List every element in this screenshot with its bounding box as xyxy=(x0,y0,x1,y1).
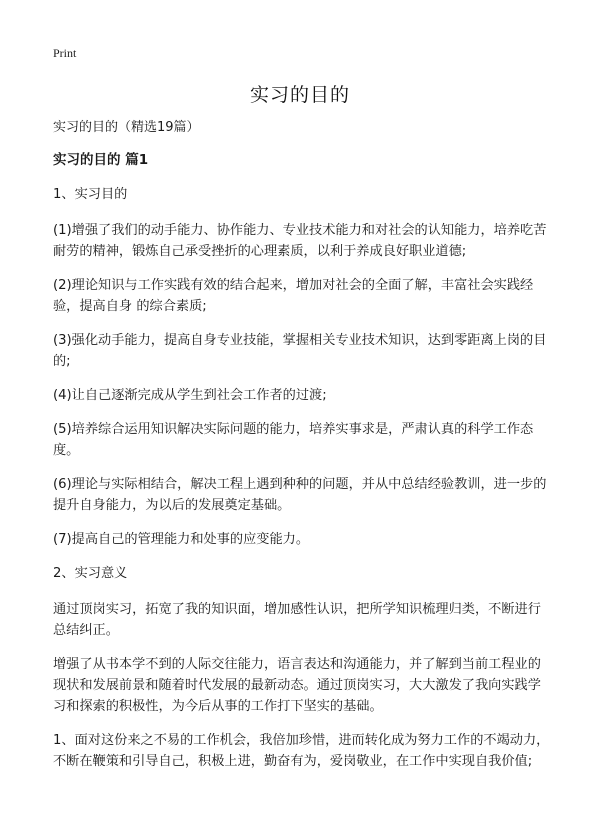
paragraph: (1)增强了我们的动手能力、协作能力、专业技术能力和对社会的认知能力，培养吃苦耐劳的精神，锻炼自己承受挫折的心理素质，以利于养成良好职业道德; xyxy=(53,223,547,259)
paragraph: (3)强化动手能力，提高自身专业技能，掌握相关专业技术知识，达到零距离上岗的目的; xyxy=(53,333,547,369)
paragraph: (6)理论与实际相结合，解决工程上遇到种种的问题，并从中总结经验教训，进一步的提升自身能力，为以后的发展奠定基础。 xyxy=(53,477,547,513)
print-link[interactable]: Print xyxy=(53,46,77,60)
paragraph: (4)让自己逐渐完成从学生到社会工作者的过渡; xyxy=(53,388,327,403)
document-subtitle: 实习的目的（精选19篇） xyxy=(53,120,200,135)
paragraph: 通过顶岗实习，拓宽了我的知识面，增加感性认识，把所学知识梳理归类，不断进行总结纠正。 xyxy=(53,602,541,638)
page-title: 实习的目的 xyxy=(249,84,350,106)
document-body xyxy=(53,119,553,785)
paragraph: (5)培养综合运用知识解决实际问题的能力，培养实事求是，严肃认真的科学工作态度。 xyxy=(53,422,534,458)
paragraph: 增强了从书本学不到的人际交往能力，语言表达和沟通能力，并了解到当前工程业的现状和发展前景和随着时代发展的最新动态。通过顶岗实习，大大激发了我向实践学习和探索的积极性，为今后从事的工作打下坚实的基础。 xyxy=(53,657,541,714)
paragraph: (7)提高自己的管理能力和处事的应变能力。 xyxy=(53,532,310,547)
paragraph: (2)理论知识与工作实践有效的结合起来，增加对社会的全面了解，丰富社会实践经验，提高自身 的综合素质; xyxy=(53,278,534,314)
paragraph-heading: 1、实习目的 xyxy=(53,187,128,202)
paragraph: 1、面对这份来之不易的工作机会，我倍加珍惜，进而转化成为努力工作的不竭动力，不断在鞭策和引导自己，积极上进，勤奋有为，爱岗敬业，在工作中实现自我价值; xyxy=(53,733,550,769)
section-heading: 实习的目的 篇1 xyxy=(53,152,149,168)
paragraph-heading: 2、实习意义 xyxy=(53,566,128,581)
